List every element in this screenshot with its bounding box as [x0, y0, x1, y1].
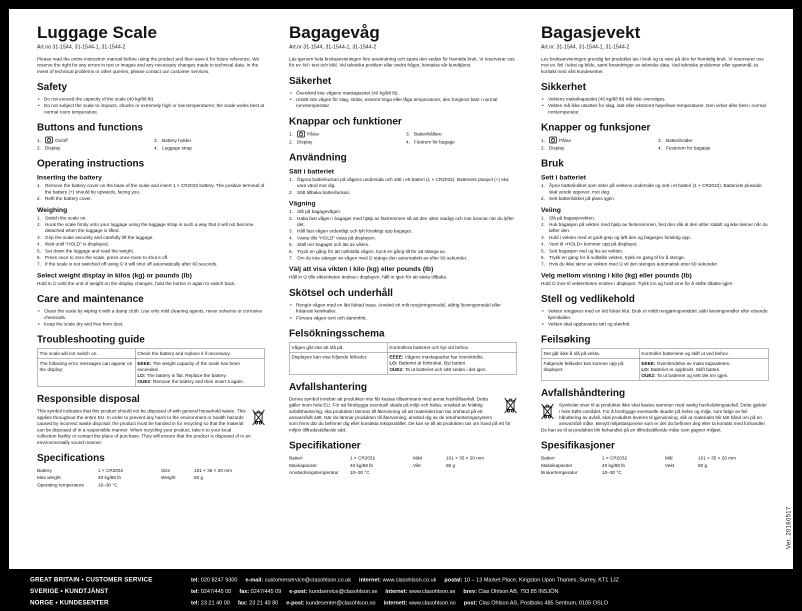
weighing-steps: [289, 209, 517, 262]
footer-contact-segment: post: Clas Ohlson AS, Postboks 485 Sentrum, 0105 OSLO: [463, 600, 609, 606]
disposal-text: This symbol indicates that this product should not be disposed of with general household waste. This applies throughout the entire EU. In order to prevent any harm to the environment or health hazards caused by incorrect waste disposal, the product must be handed in for recycling so that the material can be disposed of in a responsible manner. When recycling your product, take it to your local collection facility or contact the place of purchase. They will ensure that the product is disposed of in an environmentally sound manner.: [37, 408, 251, 445]
item-label: Batterihållare: [414, 131, 442, 137]
disposal-section: [289, 396, 517, 433]
item-label: Festerem for bagasje: [666, 145, 711, 151]
subsection-heading-weighing: Veiing: [541, 205, 561, 214]
error-code-line: Kontroller batteriene og skift ut ved behov.: [641, 350, 729, 357]
item-number: 4.: [406, 138, 410, 145]
list-item: Åpne batterilokket som sitter på vektens underside og sett i et batteri (1 × CR2032). Batteriets plusside skal vende oppover, mot deg.: [549, 182, 762, 195]
weighing-steps: [37, 215, 265, 268]
error-code: OUE2:: [641, 372, 657, 379]
spec-label: Operating temperature: [37, 482, 85, 488]
section-heading-buttons: Knapper og funksjoner: [541, 122, 651, 134]
spec-value: 80 g: [194, 474, 204, 481]
language-columns: [37, 24, 771, 489]
list-item: • Förvara vågen torrt och dammfritt.: [289, 315, 517, 321]
safety-list: [289, 90, 517, 109]
list-item: Håll fast vågen ordentligt och lyft försiktigt upp bagaget.: [297, 228, 413, 234]
care-list: [289, 302, 517, 321]
spec-label: Brukertemperatur: [541, 469, 578, 476]
list-item: • Rengör vågen med en lätt fuktad trasa. Använd ett milt rengöringsmedel, aldrig lösningsmedel eller frätande kemikalier.: [289, 302, 517, 314]
subsection-heading-weighing: Vägning: [289, 199, 316, 208]
table-row: [37, 349, 265, 359]
spec-label: Battery: [37, 467, 52, 473]
error-code-line: OUE2: Ta ut batteriet och sätt sedan i det igen.: [389, 366, 487, 372]
footer-contact-label: tel:: [191, 577, 201, 583]
item-label: Display: [549, 145, 565, 151]
item-number: 1.: [289, 131, 293, 137]
list-item: Sett batterilokket på plass igjen.: [549, 195, 616, 202]
list-item: Remove the battery cover on the base of the scale and insert 1 × CR2032 battery. The positive terminal of the battery (+) should be upwards, facing you.: [45, 182, 265, 195]
list-item: Hook the scale firmly onto your luggage using the luggage strap in such a way that it will not become detached when the luggage is lifted.: [45, 221, 254, 234]
list-item: Huk bagasjen på vekten med hjelp av festeremmen, fest den slik at den sitter stabilt og ikke løsner når du løfter den.: [549, 221, 768, 234]
problem-cell: Displayen kan visa följande felkoder:: [289, 352, 387, 374]
error-code-line: LO: The battery is flat. Replace the battery.: [137, 372, 227, 379]
spec-label: Maxkapacitet: [289, 462, 317, 468]
list-item: Sätt tillbaka batteriluckan.: [297, 189, 351, 195]
subsection-heading-unit-select: Select weight display in kilos (kg) or pounds (lb): [37, 271, 192, 279]
footer-contact-segment: brev: Clas Ohlson AB, 793 85 INSJÖN: [463, 588, 559, 595]
column-swedish: [289, 24, 517, 489]
item-label: Display: [45, 145, 61, 151]
item-label: Battery holder: [162, 137, 192, 143]
care-list: [37, 308, 265, 327]
footer-contact-segment: e-post: kundesenter@clasohlson.no: [286, 600, 376, 606]
spec-value: 80 g: [446, 462, 456, 468]
button-function-item: [37, 145, 148, 152]
subsection-heading-weighing: Weighing: [37, 205, 68, 214]
specifications-table: [541, 455, 769, 477]
error-code: LO:: [389, 360, 399, 366]
list-item: Vent til «HOLD» kommer opp på displayet.: [549, 241, 638, 247]
spec-label: Batteri: [541, 455, 555, 461]
solution-cell: [639, 349, 769, 359]
problem-cell: Det går ikke å slå på vekta.: [541, 349, 639, 359]
section-heading-specifications: Specifications: [37, 452, 105, 464]
footer-row-sweden: [30, 586, 794, 598]
item-number: 2.: [37, 145, 41, 151]
manual-page: [9, 9, 793, 569]
error-code-line: EEEE: Overskridelse av maks kapasiteten.: [641, 360, 731, 366]
list-item: Vänta tills "HOLD" visas på displayen.: [297, 234, 376, 241]
error-code-line: OUE2: Ta ut batteriet og sett det inn igjen.: [641, 372, 729, 379]
unit-select-text: Hold ⏻ inne til vektenheten endres i displayet. Trykk inn og hold inne for å skifte tilbake igjen.: [541, 280, 734, 286]
problem-cell: The scale will not switch on.: [37, 349, 135, 359]
list-item: Tryck en gång för att nollställa vågen, tryck en gång till för att stänga av.: [297, 248, 446, 254]
error-code-line: LO: Batteriet är förbrukat. Byt batteri.: [389, 360, 467, 366]
solution-cell: [387, 352, 517, 374]
footer-contact-segment: tel: 23 21 40 00: [191, 600, 230, 606]
error-code: EEEE:: [641, 360, 657, 366]
error-code-line: Check the battery and replace it if necessary.: [137, 350, 231, 357]
footer-contact-segment: e-mail: customerservice@clasohlson.co.uk: [245, 577, 352, 583]
list-item: • Överskrid inte vågens maxkapacitet (40 kg/88 lb).: [289, 90, 517, 96]
list-item: Öppna batteriluckan på vågens undersida och sätt i ett batteri (1 × CR2032). Batteriets pluspol (+) ska vara vänd mot dig.: [297, 176, 509, 189]
spec-label: Mål: [665, 455, 673, 461]
battery-steps: [37, 183, 265, 202]
section-heading-specifications: Spesifikasjoner: [541, 440, 615, 452]
error-code: OUE2:: [137, 378, 153, 385]
spec-value: [194, 482, 265, 489]
buttons-functions-list: [541, 137, 769, 152]
weee-crossed-bin-icon: [541, 403, 554, 420]
button-function-item: [541, 137, 652, 144]
list-item: Haka fast vågen i bagaget med hjälp av fästremmen så att den sitter stadigt och inte lossnar när du lyfter det.: [297, 215, 515, 227]
item-number: 2.: [289, 138, 293, 145]
spec-value: 101 × 35 × 20 mm: [446, 455, 485, 461]
unit-select-text: Håll in ⏻ tills viktenheten ändras i displayen, håll in igen för att växla tillbaka.: [289, 274, 448, 280]
list-item: • Vektens maksikapasitet (40 kg/88 lb) må ikke overstiges.: [541, 96, 769, 102]
solution-cell: [387, 343, 517, 353]
footer-contact-segment: fax: 23 21 40 80: [237, 600, 279, 606]
spec-label: Användningstemperatur: [289, 469, 339, 476]
buttons-functions-list: [37, 137, 265, 152]
error-code: LO:: [641, 366, 651, 372]
footer-contact-bar: [0, 569, 802, 611]
section-heading-operating: Bruk: [541, 158, 564, 170]
footer-region-label: GREAT BRITAIN • CUSTOMER SERVICE: [30, 576, 153, 583]
list-item: Refit the battery cover.: [45, 195, 92, 202]
section-heading-care: Skötsel och underhåll: [289, 287, 393, 299]
button-function-item: [658, 145, 769, 152]
footer-contact-label: e-mail:: [245, 577, 265, 583]
subsection-heading-battery: Inserting the battery: [37, 173, 102, 182]
article-number: Art.no 31-1544, 31-1544-1, 31-1544-2: [37, 43, 126, 50]
footer-contact-segment: tel: 020 8247 9300: [191, 577, 238, 583]
footer-contact-segment: postal: 10 – 13 Market Place, Kingston Upon Thames, Surrey, KT1 1JZ: [444, 577, 620, 583]
disposal-section: [541, 402, 769, 433]
article-number: Art.nr. 31-1544, 31-1544-1, 31-1544-2: [541, 43, 630, 50]
subsection-heading-battery: Sätt i batteriet: [289, 167, 335, 175]
weee-crossed-bin-icon: [504, 397, 517, 414]
product-title: Luggage Scale: [37, 24, 157, 42]
subsection-heading-unit-select: Velg mellom visning i kilo (kg) eller pounds (lb): [541, 271, 692, 279]
section-heading-safety: Säkerhet: [289, 75, 332, 87]
list-item: If the scale is not switched off using ⏻ it will shut off automatically after 60 seconds.: [45, 261, 218, 267]
weee-crossed-bin-icon: [252, 409, 265, 426]
problem-cell: Følgende feilkoder kan komme opp på displayet:: [541, 359, 639, 381]
list-item: Slå på bagasjevekten.: [549, 214, 596, 221]
list-item: • Vekten skal oppbevares tørt og støvfritt.: [541, 321, 769, 327]
spec-value: 101 × 35 × 20 mm: [698, 455, 737, 461]
footer-contact-segment: tel: 0247/445 00: [191, 588, 232, 595]
intro-text: Please read the entire instruction manual before using the product and then save it for future reference. We reserve the right for any errors in text or images and any necessary changes made to technical data. In the event of technical problems or other queries, please contact our customer services.: [37, 55, 260, 74]
subsection-heading-battery: Sett i batteriet: [541, 173, 587, 182]
list-item: • Vekten rengjøres med en lett fuktet klut. Bruk et mildt rengjøringsmiddel, aldri løsningsmidler eller etsende kjemikalier.: [541, 308, 769, 320]
spec-label: Vekt: [665, 462, 675, 468]
footer-row-uk: [30, 574, 794, 586]
item-label: På/av: [307, 131, 319, 137]
disposal-section: [37, 408, 265, 445]
button-function-item: [154, 145, 265, 152]
battery-steps: [541, 183, 769, 202]
footer-contact-label: internet:: [359, 577, 383, 583]
button-function-item: [37, 137, 148, 144]
spec-value: [698, 469, 769, 476]
section-heading-disposal: Avfallshantering: [289, 381, 367, 393]
buttons-functions-list: [289, 130, 517, 145]
power-icon: [45, 137, 53, 144]
error-code: LO:: [137, 372, 147, 379]
spec-label: Max weight: [37, 474, 61, 481]
column-norwegian: [541, 24, 769, 489]
table-row: [541, 359, 769, 381]
weighing-steps: [541, 215, 769, 268]
footer-contact-label: fax:: [239, 588, 251, 595]
list-item: Om du inte stänger av vågen med ⏻ stängs den automatiskt av efter 60 sekunder.: [297, 254, 468, 261]
section-heading-safety: Sikkerhet: [541, 81, 587, 93]
product-title: Bagagevåg: [289, 24, 380, 42]
spec-value: [446, 469, 517, 476]
disposal-text: Symbolet viser til at produktet ikke skal kastes sammen med vanlig husholdningsavfall. Dette gjelder i hele EØS-området. For å forebygge eventuelle skader på helse og miljø, som følge av feil håndtering av avfall, skal produktet leveres til gjenvinning, slik at materialet blir tatt hånd om på en ansvarsfull måte. Benytt miljøstasjonene som er der du befinner deg eller ta kontakt med forhandler. De kan se til at produktet blir behandlet på en tilfredsstillende måte som gagner miljøet.: [541, 402, 767, 433]
section-heading-care: Stell og vedlikehold: [541, 293, 635, 305]
list-item: Ställ ner bagaget och läs av vikten.: [297, 241, 370, 248]
list-item: • Do not exceed the capacity of the scale (40 kg/88 lb).: [37, 96, 265, 102]
footer-region-label: SVERIGE • KUNDTJÄNST: [30, 587, 109, 595]
spec-value: 10–30 °C: [350, 469, 370, 476]
table-row: [289, 352, 517, 374]
solution-cell: [135, 349, 265, 359]
footer-contact-segment: internet: www.clasohlson.se: [385, 588, 456, 595]
list-item: • Vekten må ikke utsettes for slag, støt eller ekstremt høye/lave temperaturer. Den virker aller best i normal romtemperatur.: [541, 103, 769, 115]
list-item: Press once to zero the scale, press once more to shut it off.: [45, 254, 169, 260]
list-item: • Do not subject the scale to impacts, shocks or extremely high or low temperatures; the scale works best at normal room temperature.: [37, 103, 265, 115]
safety-list: [541, 96, 769, 115]
battery-steps: [289, 176, 517, 195]
disposal-text: Denna symbol innebär att produkten inte får kastas tillsammans med annat hushållsavfall. Detta gäller inom hela EU. För att förebygga eventuell skada på miljö och hälsa, orsakad av felaktig avfallshantering, ska produkten lämnas till återvinning så att materialet kan tas omhand på ett ansvarsfullt sätt. När du lämnar produkten till återvinning, använd dig av de returhanteringssystem som finns där du befinner dig eller kontakta inköpsstället. De kan se till att produkten tas om hand på ett för miljön tillfredsställande sätt.: [289, 395, 511, 433]
spec-value: 40 kg/88 lb: [350, 462, 373, 468]
item-number: 1.: [37, 137, 41, 143]
safety-list: [37, 96, 265, 115]
list-item: Hold i vekten med et godt grep og løft den og bagasjen forsiktig opp.: [549, 234, 692, 240]
error-code: OUE2:: [389, 366, 405, 372]
power-icon: [297, 130, 305, 137]
list-item: Hvis du ikke skrur av vekten med ⏻ vil den stenges automatisk etter 60 sekunder.: [549, 261, 719, 267]
spec-value: 1 × CR2032: [602, 455, 628, 461]
spec-value: 40 kg/88 lb: [98, 474, 121, 481]
footer-contact-label: postal:: [444, 577, 464, 583]
button-function-item: [154, 137, 265, 144]
list-item: Slå på bagagevågen.: [297, 208, 342, 215]
spec-label: [413, 469, 444, 476]
section-heading-safety: Safety: [37, 81, 68, 93]
spec-label: Maksikapasitet: [541, 462, 573, 468]
error-code: EEEE:: [389, 354, 405, 360]
item-number: 2.: [541, 145, 545, 151]
footer-contact-segment: fax: 0247/445 09: [239, 588, 282, 595]
section-heading-specifications: Specifikationer: [289, 440, 361, 452]
item-label: Luggage strap: [162, 145, 192, 151]
footer-contact-segments: [191, 586, 558, 597]
list-item: Sett bagasjen ned og les av vekten.: [549, 247, 624, 254]
spec-label: Vikt: [413, 462, 421, 468]
error-code-line: EEEE: Vågens maxkapacitet har överskridits.: [389, 354, 484, 360]
list-item: Switch the scale on.: [45, 214, 87, 221]
footer-contact-label: fax:: [237, 600, 250, 606]
spec-value: 10–30 °C: [98, 482, 118, 488]
button-function-item: [658, 137, 769, 144]
button-function-item: [289, 130, 400, 137]
error-code: EEEE:: [137, 360, 153, 366]
section-heading-troubleshooting: Felsökningsschema: [289, 327, 385, 339]
item-label: På/av: [559, 137, 571, 143]
item-label: Fästrem för bagage: [414, 138, 455, 145]
intro-text: Läs igenom hela bruksanvisningen före användning och spara den sedan för framtida bruk. Vi reserverar oss för ev. fel i text och bild. Vid tekniska problem eller andra frågor, kontakta vår kundtjänst.: [289, 55, 515, 68]
section-heading-buttons: Buttons and functions: [37, 122, 144, 134]
spec-label: Batteri: [289, 455, 303, 461]
list-item: • Keep the scale dry and free from dust.: [37, 321, 265, 327]
footer-contact-segment: internet: www.clasohlson.co.uk: [359, 577, 437, 583]
item-number: 4.: [154, 145, 158, 151]
item-label: On/off: [55, 137, 68, 143]
section-heading-disposal: Avfallshåndtering: [541, 387, 626, 399]
footer-contact-label: internett:: [383, 600, 409, 606]
list-item: Grip the scale securely and carefully lift the luggage.: [45, 234, 154, 240]
spec-value: 101 × 35 × 20 mm: [194, 467, 233, 473]
spec-label: [665, 469, 696, 476]
specifications-table: [37, 467, 265, 489]
section-heading-buttons: Knappar och funktioner: [289, 115, 402, 127]
footer-contact-label: tel:: [191, 600, 201, 606]
item-number: 3.: [406, 131, 410, 137]
spec-value: 1 × CR2032: [98, 467, 124, 473]
section-heading-care: Care and maintenance: [37, 293, 144, 305]
footer-row-norway: [30, 597, 794, 609]
solution-cell: [135, 359, 265, 387]
power-icon: [549, 137, 557, 144]
version-label: Ver. 20160517: [785, 506, 792, 549]
list-item: Wait until "HOLD" is displayed.: [45, 241, 109, 247]
item-number: 4.: [658, 145, 662, 151]
spec-value: 80 g: [698, 462, 708, 468]
spec-value: 1 × CR2032: [350, 455, 376, 461]
footer-contact-label: post:: [463, 600, 479, 606]
footer-contact-label: internet:: [385, 588, 409, 595]
footer-contact-label: e-post:: [289, 588, 310, 595]
button-function-item: [406, 130, 517, 137]
spec-label: Mått: [413, 455, 423, 461]
specifications-table: [289, 455, 517, 477]
section-heading-troubleshooting: Troubleshooting guide: [37, 334, 145, 346]
problem-cell: The following error messages can appear on the display:: [37, 359, 135, 387]
footer-contact-segment: e-post: kundservice@clasohlson.se: [289, 588, 378, 595]
button-function-item: [289, 138, 400, 145]
table-row: [541, 349, 769, 359]
subsection-heading-unit-select: Välj att visa vikten i kilo (kg) eller pounds (lb): [289, 265, 434, 273]
error-code-line: OUE2: Remove the battery and then insert it again.: [137, 378, 244, 385]
item-label: Display: [297, 138, 313, 145]
button-function-item: [541, 145, 652, 152]
item-number: 3.: [658, 137, 662, 143]
spec-label: [161, 482, 192, 489]
list-item: • Utsätt inte vågen för slag, stötar, extremt höga eller låga temperaturer, den fungerar bäst i normal rumstemperatur.: [289, 96, 517, 108]
column-english: [37, 24, 265, 489]
section-heading-operating: Operating instructions: [37, 158, 145, 170]
error-code-line: EEEE: The weight capacity of the scale has been exceeded.: [137, 360, 240, 372]
footer-contact-segments: [191, 575, 619, 586]
button-function-item: [406, 138, 517, 145]
spec-label: Weight: [161, 474, 176, 481]
item-label: Batteriholder: [666, 137, 693, 143]
error-code-line: LO: Batteriet er oppbrukt. Skift batteri.: [641, 366, 721, 372]
unit-select-text: Hold in ⏻ until the unit of weight on the display changes, hold the button in again to switch back.: [37, 280, 236, 286]
spec-label: Size: [161, 467, 171, 473]
list-item: • Clean the scale by wiping it with a damp cloth. Use only mild cleaning agents, never solvents or corrosive chemicals.: [37, 308, 265, 320]
footer-contact-label: tel:: [191, 588, 201, 595]
footer-region-label: NORGE • KUNDESENTER: [30, 599, 109, 606]
table-row: [37, 359, 265, 387]
spec-value: 10–30 °C: [602, 469, 622, 476]
footer-contact-label: e-post:: [286, 600, 307, 606]
item-number: 3.: [154, 137, 158, 143]
item-number: 1.: [541, 137, 545, 143]
list-item: Trykk en gang for å nullstille vekten, trykk en gang til for å stenge.: [549, 254, 686, 260]
footer-contact-label: brev:: [463, 588, 479, 595]
product-title: Bagasjevekt: [541, 24, 641, 42]
section-heading-troubleshooting: Feilsøking: [541, 334, 591, 346]
care-list: [541, 308, 769, 327]
footer-contact-segments: [191, 598, 608, 609]
table-row: [289, 343, 517, 353]
problem-cell: Vågen går inte att slå på.: [289, 343, 387, 353]
troubleshooting-table: [541, 349, 769, 381]
spec-value: 40 kg/88 lb: [602, 462, 625, 468]
solution-cell: [639, 359, 769, 381]
troubleshooting-table: [289, 342, 517, 374]
troubleshooting-table: [37, 349, 265, 387]
section-heading-disposal: Responsible disposal: [37, 393, 140, 405]
error-code-line: Kontrollera batteriet och byt vid behov.: [389, 344, 469, 350]
list-item: Set down the luggage and read the weight.: [45, 247, 135, 254]
footer-contact-segment: internett: www.clasohlson.no: [383, 600, 456, 606]
section-heading-operating: Användning: [289, 151, 347, 163]
intro-text: Les bruksanvisningen grundig før produktet tas i bruk og ta vare på den for fremtidig bruk. Vi reserverer oss mot ev. feil i tekst og bilde, samt forandringer av tekniske data. Ved tekniske problemer eller spørsmål, ta kontakt med vårt kundesenter.: [541, 55, 764, 74]
article-number: Art.nr 31-1544, 31-1544-1, 31-1544-2: [289, 43, 377, 50]
